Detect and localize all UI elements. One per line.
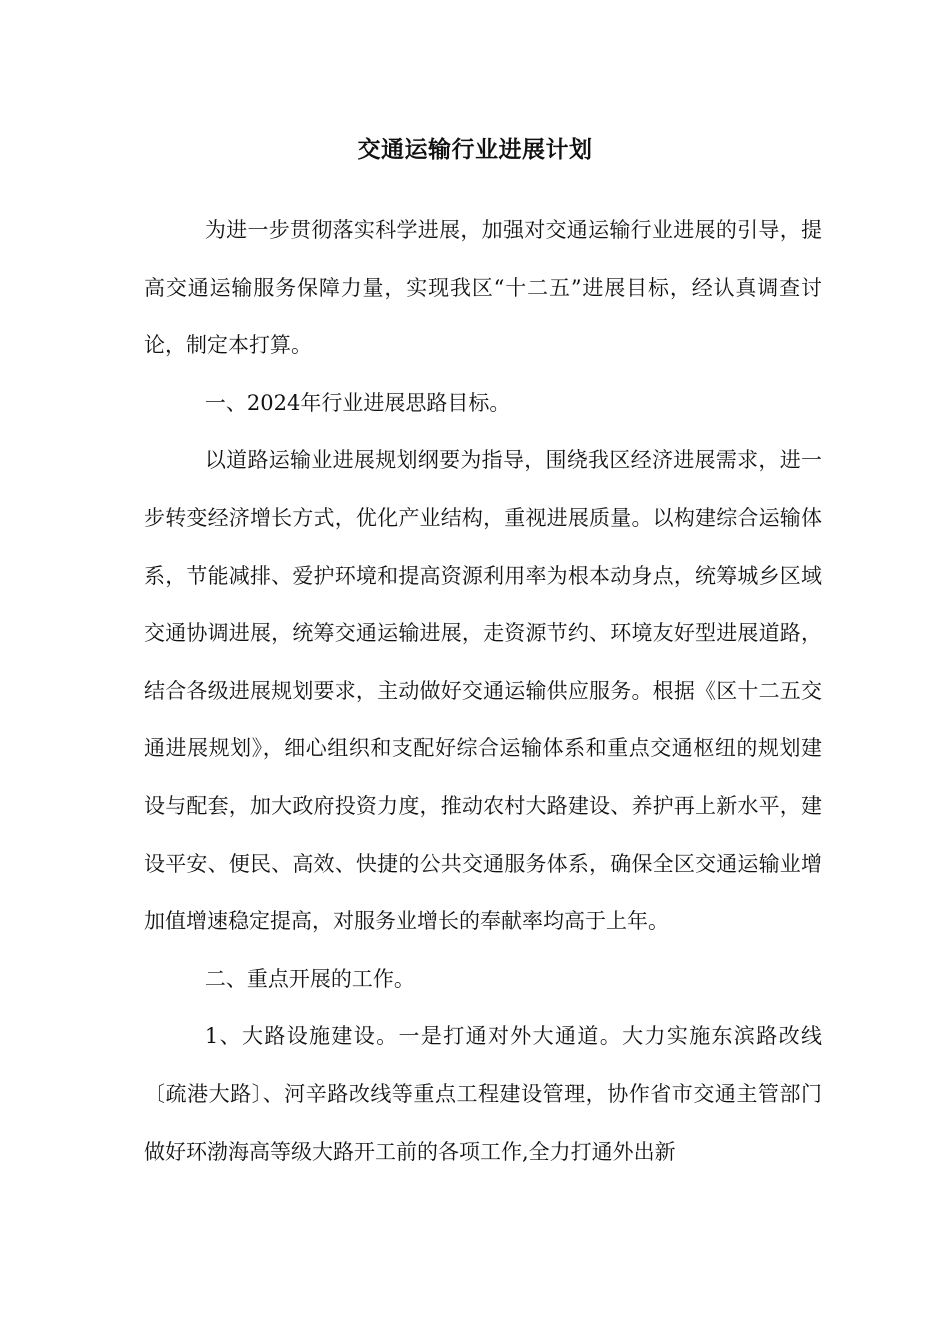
document-title: 交通运输行业进展计划 — [357, 137, 593, 163]
paragraph-infrastructure: 1、大路设施建设。一是打通对外大通道。大力实施东滨路改线〔疏港大路〕、河辛路改线等重点工程建设管理，协作省市交通主管部门做好环渤海高等级大路开工前的各项工作,全力打通外出新 — [144, 1024, 822, 1164]
paragraph-goals: 以道路运输业进展规划纲要为指导，围绕我区经济进展需求，进一步转变经济增长方式，优化产业结构，重视进展质量。以构建综合运输体系，节能减排、爱护环境和提高资源利用率为根本动身点，统筹城乡区域交通协调进展，统筹交通运输进展，走资源节约、环境友好型进展道路，结合各级进展规划要求，主动做好交通运输供应服务。根据《区十二五交通进展规划》，细心组织和支配好综合运输体系和重点交通枢纽的规划建设与配套，加大政府投资力度，推动农村大路建设、养护再上新水平，建设平安、便民、高效、快捷的公共交通服务体系，确保全区交通运输业增加值增速稳定提高，对服务业增长的奉献率均高于上年。 — [144, 448, 822, 934]
document-body — [144, 202, 822, 1181]
section-heading-2: 二、重点开展的工作。 — [204, 966, 415, 991]
paragraph-intro: 为进一步贯彻落实科学进展，加强对交通运输行业进展的引导，提高交通运输服务保障力量，实现我区“十二五”进展目标，经认真调查讨论，制定本打算。 — [144, 218, 822, 358]
section-heading-1: 一、2024年行业进展思路目标。 — [204, 390, 511, 415]
